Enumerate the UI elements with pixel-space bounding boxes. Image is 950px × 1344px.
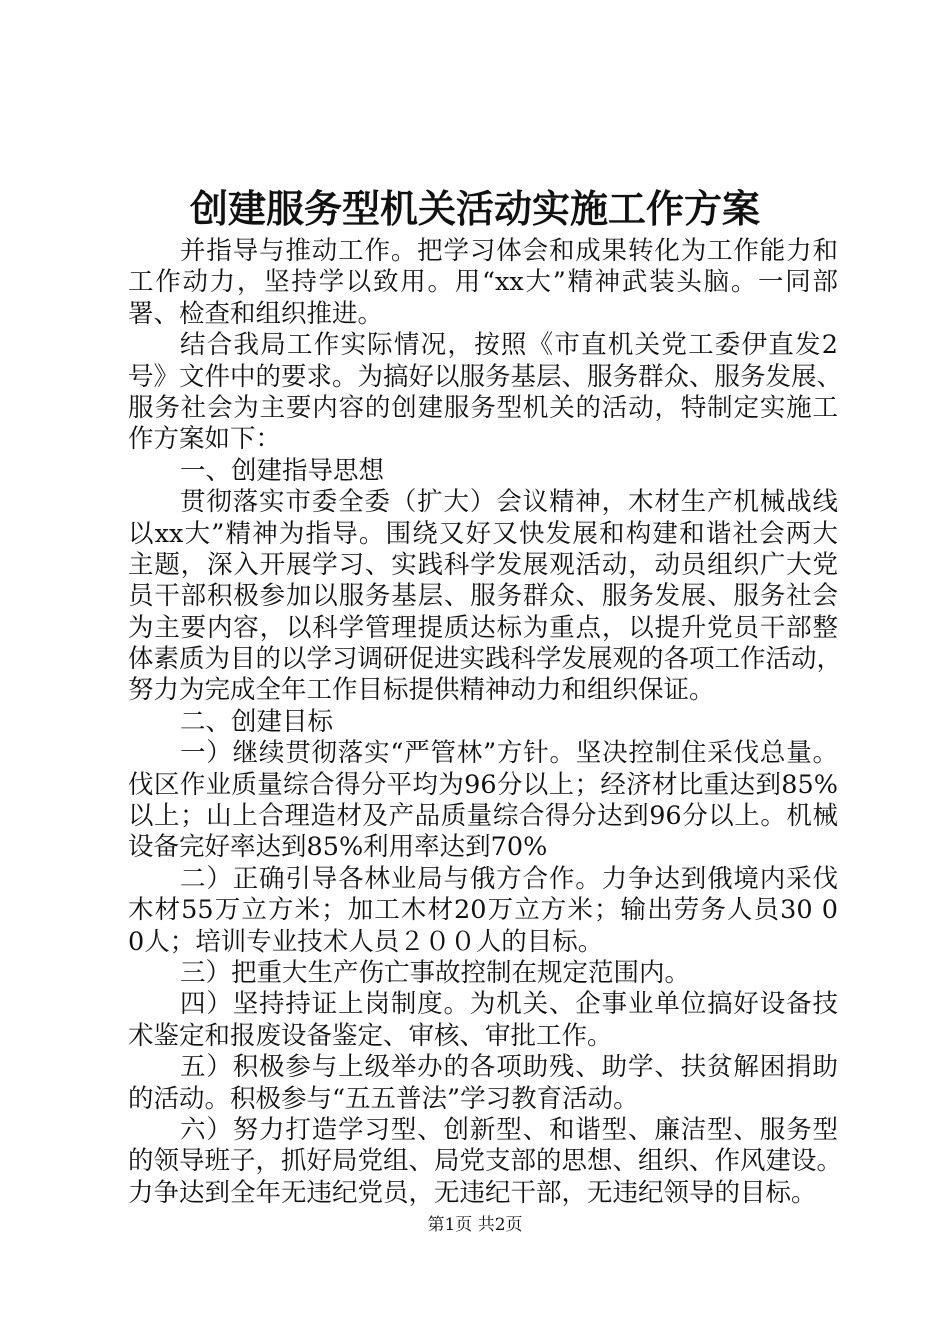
text-line: 作方案如下： [128, 424, 282, 455]
text-line: 三）把重大生产伤亡事故控制在规定范围内。 [180, 957, 691, 988]
text-line: 六）努力打造学习型、创新型、和谐型、廉洁型、服务型 [180, 1114, 838, 1145]
text-line: 五）积极参与上级举办的各项助残、助学、扶贫解困捐助 [180, 1052, 838, 1083]
text-line: 四）坚持持证上岗制度。为机关、企事业单位搞好设备技 [180, 989, 838, 1020]
text-line: 伐区作业质量综合得分平均为96分以上；经济材比重达到85% [128, 769, 838, 800]
document-body [128, 236, 843, 1209]
text-line: 服务社会为主要内容的创建服务型机关的活动，特制定实施工 [128, 392, 838, 423]
text-line: 并指导与推动工作。把学习体会和成果转化为工作能力和 [180, 236, 838, 266]
text-line: 员干部积极参加以服务基层、服务群众、服务发展、服务社会 [128, 581, 838, 612]
document-title: 创建服务型机关活动实施工作方案 [189, 186, 760, 231]
text-line: 设备完好率达到85%利用率达到70% [128, 832, 548, 863]
text-line: 0人；培训专业技术人员２００人的目标。 [128, 926, 604, 957]
page-footer: 第1页 共2页 [427, 1215, 523, 1235]
text-line: 主题，深入开展学习、实践科学发展观活动，动员组织广大党 [128, 549, 838, 580]
text-line: 署、检查和组织推进。 [128, 298, 384, 329]
text-line: 为主要内容，以科学管理提质达标为重点，以提升党员干部整 [128, 612, 838, 643]
text-line: 一、创建指导思想 [180, 455, 385, 486]
text-line: 力争达到全年无违纪党员，无违纪干部，无违纪领导的目标。 [128, 1177, 817, 1208]
text-line: 以上；山上合理造材及产品质量综合得分达到96分以上。机械 [128, 801, 838, 832]
text-line: 体素质为目的以学习调研促进实践科学发展观的各项工作活动， [128, 644, 843, 675]
text-line: 二）正确引导各林业局与俄方合作。力争达到俄境内采伐 [180, 863, 838, 894]
text-line: 二、创建目标 [180, 706, 334, 737]
text-line: 木材55万立方米；加工木材20万立方米；输出劳务人员30 0 [128, 895, 838, 926]
text-line: 结合我局工作实际情况，按照《市直机关党工委伊直发2 [180, 330, 838, 361]
text-line: 努力为完成全年工作目标提供精神动力和组织保证。 [128, 675, 715, 706]
text-line: 术鉴定和报废设备鉴定、审核、审批工作。 [128, 1020, 613, 1051]
text-line: 工作动力，坚持学以致用。用“xx大”精神武装头脑。一同部 [128, 267, 838, 298]
text-line: 一）继续贯彻落实“严管林”方针。坚决控制住采伐总量。 [180, 738, 838, 769]
text-line: 的活动。积极参与“五五普法”学习教育活动。 [128, 1083, 639, 1114]
text-line: 的领导班子，抓好局党组、局党支部的思想、组织、作风建设。 [128, 1146, 843, 1177]
text-line: 号》文件中的要求。为搞好以服务基层、服务群众、服务发展、 [128, 361, 843, 392]
text-line: 以xx大”精神为指导。围绕又好又快发展和构建和谐社会两大 [128, 518, 838, 549]
text-line: 贯彻落实市委全委（扩大）会议精神，木材生产机械战线 [180, 487, 838, 518]
